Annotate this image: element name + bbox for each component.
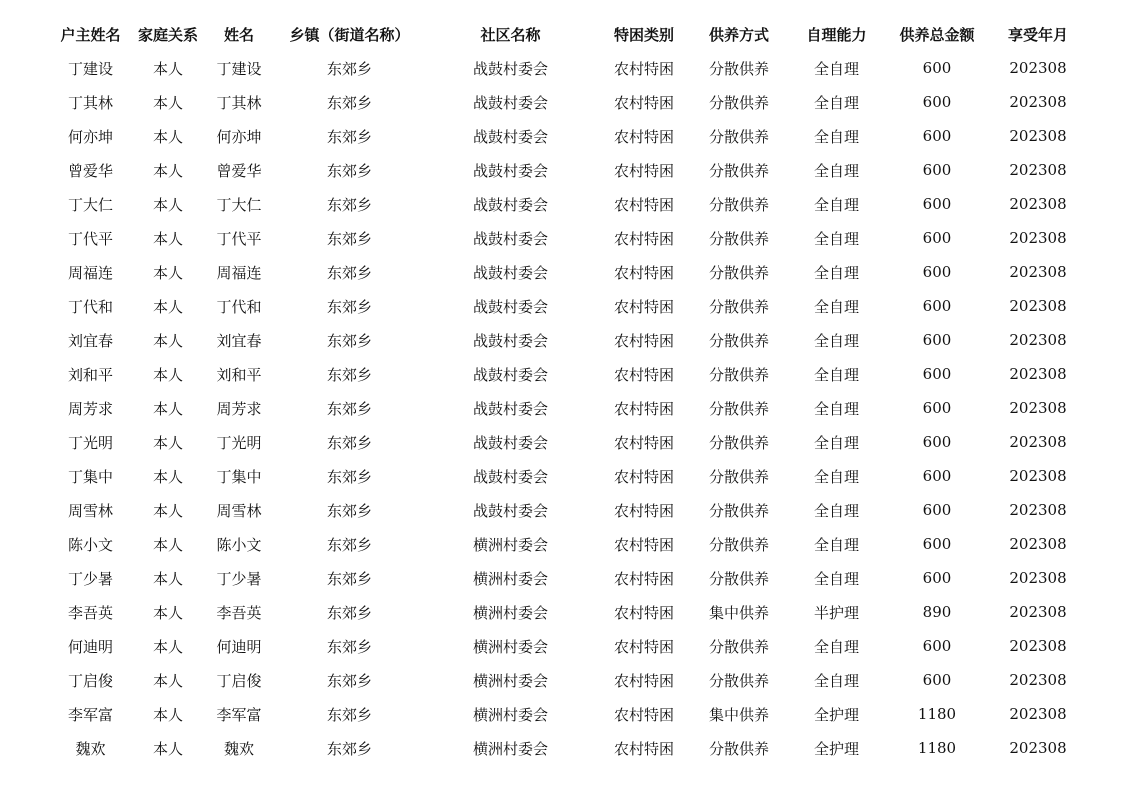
cell-township: 东郊乡 (326, 331, 372, 350)
cell-township: 东郊乡 (326, 637, 372, 656)
cell-family-relation: 本人 (152, 705, 183, 724)
cell-hardship-category: 农村特困 (613, 331, 674, 350)
cell-support-mode: 分散供养 (708, 535, 769, 554)
cell-effective-month: 202308 (1009, 705, 1067, 723)
cell-head-of-household-name: 丁建设 (67, 59, 113, 78)
cell-person-name: 周雪林 (216, 501, 262, 520)
cell-head-of-household-name: 周芳求 (67, 399, 113, 418)
table-row (44, 391, 1084, 425)
cell-family-relation: 本人 (152, 535, 183, 554)
cell-township: 东郊乡 (326, 365, 372, 384)
cell-self-care-ability: 全自理 (813, 467, 859, 486)
cell-hardship-category: 农村特困 (613, 671, 674, 690)
cell-township: 东郊乡 (326, 739, 372, 758)
cell-hardship-category: 农村特困 (613, 603, 674, 622)
cell-effective-month: 202308 (1009, 569, 1067, 587)
cell-self-care-ability: 全护理 (813, 739, 859, 758)
cell-community-name: 横洲村委会 (472, 705, 548, 724)
cell-self-care-ability: 全自理 (813, 535, 859, 554)
column-header-person-name: 姓名 (223, 25, 254, 44)
cell-hardship-category: 农村特困 (613, 229, 674, 248)
cell-person-name: 丁代平 (216, 229, 262, 248)
cell-person-name: 李军富 (216, 705, 262, 724)
cell-support-mode: 分散供养 (708, 399, 769, 418)
column-header-head-of-household-name: 户主姓名 (60, 25, 121, 44)
cell-person-name: 刘宜春 (216, 331, 262, 350)
table-row (44, 357, 1084, 391)
cell-person-name: 曾爱华 (216, 161, 262, 180)
cell-self-care-ability: 全自理 (813, 195, 859, 214)
cell-community-name: 战鼓村委会 (472, 161, 548, 180)
cell-person-name: 魏欢 (223, 739, 254, 758)
cell-effective-month: 202308 (1009, 297, 1067, 315)
cell-person-name: 丁集中 (216, 467, 262, 486)
cell-community-name: 横洲村委会 (472, 535, 548, 554)
cell-township: 东郊乡 (326, 433, 372, 452)
cell-self-care-ability: 全自理 (813, 501, 859, 520)
table-row (44, 221, 1084, 255)
cell-community-name: 战鼓村委会 (472, 263, 548, 282)
cell-community-name: 横洲村委会 (472, 671, 548, 690)
cell-person-name: 丁光明 (216, 433, 262, 452)
cell-self-care-ability: 半护理 (813, 603, 859, 622)
cell-township: 东郊乡 (326, 603, 372, 622)
table-row (44, 493, 1084, 527)
cell-hardship-category: 农村特困 (613, 297, 674, 316)
cell-head-of-household-name: 丁其林 (67, 93, 113, 112)
cell-support-amount: 600 (922, 569, 952, 587)
cell-hardship-category: 农村特困 (613, 127, 674, 146)
cell-effective-month: 202308 (1009, 59, 1067, 77)
cell-self-care-ability: 全自理 (813, 263, 859, 282)
cell-township: 东郊乡 (326, 705, 372, 724)
cell-community-name: 战鼓村委会 (472, 195, 548, 214)
header-row (44, 17, 1084, 51)
cell-family-relation: 本人 (152, 603, 183, 622)
cell-effective-month: 202308 (1009, 127, 1067, 145)
cell-family-relation: 本人 (152, 433, 183, 452)
cell-head-of-household-name: 丁代和 (67, 297, 113, 316)
column-header-support-amount: 供养总金额 (899, 25, 975, 44)
cell-family-relation: 本人 (152, 331, 183, 350)
cell-community-name: 横洲村委会 (472, 569, 548, 588)
column-header-hardship-category: 特困类别 (613, 25, 674, 44)
cell-support-mode: 集中供养 (708, 705, 769, 724)
cell-support-amount: 600 (922, 263, 952, 281)
cell-self-care-ability: 全自理 (813, 569, 859, 588)
cell-self-care-ability: 全自理 (813, 399, 859, 418)
cell-effective-month: 202308 (1009, 263, 1067, 281)
cell-person-name: 何亦坤 (216, 127, 262, 146)
cell-support-amount: 600 (922, 127, 952, 145)
cell-township: 东郊乡 (326, 93, 372, 112)
cell-support-amount: 600 (922, 467, 952, 485)
cell-head-of-household-name: 周雪林 (67, 501, 113, 520)
cell-self-care-ability: 全自理 (813, 637, 859, 656)
cell-head-of-household-name: 曾爱华 (67, 161, 113, 180)
cell-support-amount: 600 (922, 365, 952, 383)
table-row (44, 187, 1084, 221)
cell-support-amount: 600 (922, 433, 952, 451)
cell-family-relation: 本人 (152, 93, 183, 112)
cell-support-amount: 1180 (917, 739, 957, 757)
cell-effective-month: 202308 (1009, 195, 1067, 213)
cell-effective-month: 202308 (1009, 365, 1067, 383)
cell-effective-month: 202308 (1009, 671, 1067, 689)
cell-family-relation: 本人 (152, 195, 183, 214)
cell-community-name: 战鼓村委会 (472, 467, 548, 486)
cell-township: 东郊乡 (326, 161, 372, 180)
cell-effective-month: 202308 (1009, 433, 1067, 451)
table-header (44, 17, 1084, 51)
cell-support-mode: 分散供养 (708, 739, 769, 758)
cell-community-name: 战鼓村委会 (472, 127, 548, 146)
cell-effective-month: 202308 (1009, 161, 1067, 179)
cell-person-name: 丁代和 (216, 297, 262, 316)
table-row (44, 51, 1084, 85)
cell-support-mode: 分散供养 (708, 467, 769, 486)
cell-support-mode: 分散供养 (708, 195, 769, 214)
cell-head-of-household-name: 何亦坤 (67, 127, 113, 146)
table-body (44, 51, 1084, 765)
cell-support-amount: 600 (922, 501, 952, 519)
cell-self-care-ability: 全自理 (813, 331, 859, 350)
cell-community-name: 横洲村委会 (472, 739, 548, 758)
cell-family-relation: 本人 (152, 297, 183, 316)
cell-support-mode: 分散供养 (708, 93, 769, 112)
cell-person-name: 周芳求 (216, 399, 262, 418)
cell-person-name: 丁大仁 (216, 195, 262, 214)
cell-community-name: 横洲村委会 (472, 637, 548, 656)
cell-support-mode: 分散供养 (708, 365, 769, 384)
cell-community-name: 横洲村委会 (472, 603, 548, 622)
column-header-family-relation: 家庭关系 (137, 25, 198, 44)
cell-support-mode: 分散供养 (708, 161, 769, 180)
cell-family-relation: 本人 (152, 671, 183, 690)
cell-hardship-category: 农村特困 (613, 705, 674, 724)
cell-hardship-category: 农村特困 (613, 433, 674, 452)
cell-township: 东郊乡 (326, 229, 372, 248)
table-row (44, 459, 1084, 493)
cell-hardship-category: 农村特困 (613, 535, 674, 554)
cell-support-mode: 分散供养 (708, 501, 769, 520)
cell-self-care-ability: 全自理 (813, 229, 859, 248)
cell-support-amount: 600 (922, 331, 952, 349)
cell-support-amount: 600 (922, 229, 952, 247)
table-row (44, 595, 1084, 629)
cell-hardship-category: 农村特困 (613, 569, 674, 588)
cell-community-name: 战鼓村委会 (472, 399, 548, 418)
cell-effective-month: 202308 (1009, 637, 1067, 655)
cell-support-mode: 分散供养 (708, 637, 769, 656)
cell-head-of-household-name: 周福连 (67, 263, 113, 282)
cell-head-of-household-name: 陈小文 (67, 535, 113, 554)
cell-effective-month: 202308 (1009, 739, 1067, 757)
table-row (44, 85, 1084, 119)
table-row (44, 663, 1084, 697)
cell-family-relation: 本人 (152, 365, 183, 384)
cell-family-relation: 本人 (152, 161, 183, 180)
cell-effective-month: 202308 (1009, 399, 1067, 417)
cell-hardship-category: 农村特困 (613, 195, 674, 214)
table-row (44, 119, 1084, 153)
cell-effective-month: 202308 (1009, 467, 1067, 485)
cell-community-name: 战鼓村委会 (472, 297, 548, 316)
cell-support-amount: 600 (922, 671, 952, 689)
cell-support-mode: 分散供养 (708, 59, 769, 78)
cell-head-of-household-name: 丁启俊 (67, 671, 113, 690)
cell-township: 东郊乡 (326, 569, 372, 588)
cell-self-care-ability: 全自理 (813, 671, 859, 690)
cell-support-mode: 分散供养 (708, 671, 769, 690)
table-row (44, 425, 1084, 459)
cell-effective-month: 202308 (1009, 535, 1067, 553)
cell-township: 东郊乡 (326, 501, 372, 520)
cell-hardship-category: 农村特困 (613, 501, 674, 520)
cell-support-mode: 分散供养 (708, 569, 769, 588)
cell-family-relation: 本人 (152, 59, 183, 78)
cell-township: 东郊乡 (326, 535, 372, 554)
cell-support-mode: 分散供养 (708, 263, 769, 282)
cell-effective-month: 202308 (1009, 331, 1067, 349)
cell-hardship-category: 农村特困 (613, 93, 674, 112)
cell-community-name: 战鼓村委会 (472, 229, 548, 248)
cell-effective-month: 202308 (1009, 229, 1067, 247)
cell-township: 东郊乡 (326, 59, 372, 78)
cell-township: 东郊乡 (326, 399, 372, 418)
cell-community-name: 战鼓村委会 (472, 501, 548, 520)
column-header-support-mode: 供养方式 (708, 25, 769, 44)
cell-support-amount: 600 (922, 399, 952, 417)
column-header-township: 乡镇（街道名称） (289, 25, 410, 44)
cell-family-relation: 本人 (152, 127, 183, 146)
cell-head-of-household-name: 丁少暑 (67, 569, 113, 588)
column-header-community-name: 社区名称 (480, 25, 541, 44)
cell-person-name: 刘和平 (216, 365, 262, 384)
cell-support-mode: 分散供养 (708, 297, 769, 316)
cell-family-relation: 本人 (152, 229, 183, 248)
cell-support-amount: 890 (922, 603, 952, 621)
cell-person-name: 丁其林 (216, 93, 262, 112)
cell-community-name: 战鼓村委会 (472, 433, 548, 452)
table-row (44, 561, 1084, 595)
cell-hardship-category: 农村特困 (613, 365, 674, 384)
cell-head-of-household-name: 丁代平 (67, 229, 113, 248)
cell-head-of-household-name: 李吾英 (67, 603, 113, 622)
cell-hardship-category: 农村特困 (613, 467, 674, 486)
cell-support-amount: 600 (922, 297, 952, 315)
cell-township: 东郊乡 (326, 671, 372, 690)
cell-head-of-household-name: 丁光明 (67, 433, 113, 452)
cell-support-amount: 600 (922, 535, 952, 553)
cell-effective-month: 202308 (1009, 603, 1067, 621)
cell-family-relation: 本人 (152, 399, 183, 418)
cell-person-name: 周福连 (216, 263, 262, 282)
table-row (44, 323, 1084, 357)
cell-person-name: 李吾英 (216, 603, 262, 622)
cell-person-name: 丁建设 (216, 59, 262, 78)
cell-support-amount: 600 (922, 59, 952, 77)
cell-support-mode: 集中供养 (708, 603, 769, 622)
cell-community-name: 战鼓村委会 (472, 59, 548, 78)
cell-support-amount: 600 (922, 161, 952, 179)
cell-self-care-ability: 全自理 (813, 161, 859, 180)
cell-head-of-household-name: 魏欢 (75, 739, 106, 758)
cell-self-care-ability: 全护理 (813, 705, 859, 724)
cell-family-relation: 本人 (152, 637, 183, 656)
cell-township: 东郊乡 (326, 467, 372, 486)
cell-family-relation: 本人 (152, 263, 183, 282)
cell-hardship-category: 农村特困 (613, 637, 674, 656)
cell-township: 东郊乡 (326, 195, 372, 214)
cell-support-mode: 分散供养 (708, 229, 769, 248)
cell-support-amount: 600 (922, 195, 952, 213)
cell-support-mode: 分散供养 (708, 433, 769, 452)
cell-support-amount: 1180 (917, 705, 957, 723)
cell-family-relation: 本人 (152, 467, 183, 486)
cell-family-relation: 本人 (152, 501, 183, 520)
table-row (44, 255, 1084, 289)
table-row (44, 527, 1084, 561)
cell-person-name: 陈小文 (216, 535, 262, 554)
cell-support-amount: 600 (922, 93, 952, 111)
table-row (44, 629, 1084, 663)
cell-self-care-ability: 全自理 (813, 365, 859, 384)
cell-hardship-category: 农村特困 (613, 399, 674, 418)
cell-community-name: 战鼓村委会 (472, 365, 548, 384)
cell-head-of-household-name: 何迪明 (67, 637, 113, 656)
cell-effective-month: 202308 (1009, 93, 1067, 111)
cell-township: 东郊乡 (326, 263, 372, 282)
cell-community-name: 战鼓村委会 (472, 93, 548, 112)
cell-support-mode: 分散供养 (708, 127, 769, 146)
column-header-self-care-ability: 自理能力 (806, 25, 867, 44)
cell-self-care-ability: 全自理 (813, 59, 859, 78)
cell-hardship-category: 农村特困 (613, 739, 674, 758)
cell-self-care-ability: 全自理 (813, 127, 859, 146)
cell-head-of-household-name: 李军富 (67, 705, 113, 724)
cell-hardship-category: 农村特困 (613, 263, 674, 282)
cell-township: 东郊乡 (326, 297, 372, 316)
cell-self-care-ability: 全自理 (813, 433, 859, 452)
cell-support-amount: 600 (922, 637, 952, 655)
support-roster-table (44, 17, 1084, 765)
table-row (44, 697, 1084, 731)
cell-community-name: 战鼓村委会 (472, 331, 548, 350)
cell-support-mode: 分散供养 (708, 331, 769, 350)
column-header-effective-month: 享受年月 (1007, 25, 1068, 44)
cell-head-of-household-name: 刘宜春 (67, 331, 113, 350)
cell-family-relation: 本人 (152, 569, 183, 588)
table-row (44, 153, 1084, 187)
table-row (44, 731, 1084, 765)
cell-effective-month: 202308 (1009, 501, 1067, 519)
table-row (44, 289, 1084, 323)
cell-person-name: 丁少暑 (216, 569, 262, 588)
cell-family-relation: 本人 (152, 739, 183, 758)
cell-head-of-household-name: 刘和平 (67, 365, 113, 384)
cell-township: 东郊乡 (326, 127, 372, 146)
cell-head-of-household-name: 丁集中 (67, 467, 113, 486)
cell-head-of-household-name: 丁大仁 (67, 195, 113, 214)
cell-person-name: 丁启俊 (216, 671, 262, 690)
cell-hardship-category: 农村特困 (613, 161, 674, 180)
cell-self-care-ability: 全自理 (813, 93, 859, 112)
cell-self-care-ability: 全自理 (813, 297, 859, 316)
cell-person-name: 何迪明 (216, 637, 262, 656)
cell-hardship-category: 农村特困 (613, 59, 674, 78)
